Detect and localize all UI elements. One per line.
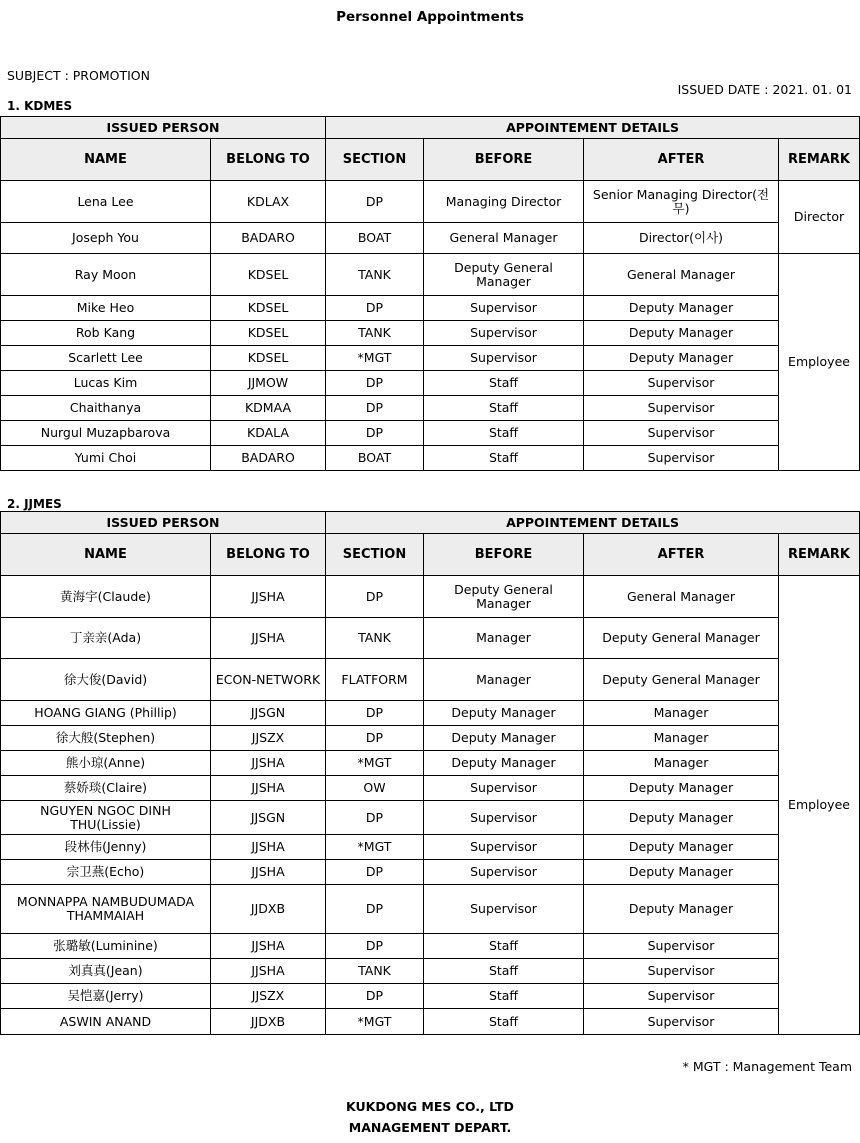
table-row — [1, 321, 860, 346]
cell-name: Nurgul Muzapbarova — [1, 421, 211, 446]
cell-name: 宗卫燕(Echo) — [1, 860, 211, 885]
cell-section: DP — [326, 701, 424, 726]
cell-before: Staff — [424, 984, 584, 1009]
table-row — [1, 835, 860, 860]
cell-remark: Employee — [779, 254, 860, 471]
cell-name: Yumi Choi — [1, 446, 211, 471]
footnote: * MGT : Management Team — [682, 1059, 852, 1074]
cell-after: Supervisor — [584, 421, 779, 446]
table-row — [1, 576, 860, 618]
cell-section: BOAT — [326, 446, 424, 471]
cell-belong-to: JJDXB — [211, 885, 326, 934]
cell-name: NGUYEN NGOC DINH THU(Lissie) — [1, 801, 211, 835]
cell-section: DP — [326, 885, 424, 934]
cell-belong-to: KDALA — [211, 421, 326, 446]
cell-belong-to: KDSEL — [211, 254, 326, 296]
cell-belong-to: KDSEL — [211, 296, 326, 321]
cell-before: Deputy Manager — [424, 726, 584, 751]
subject-line: SUBJECT : PROMOTION — [7, 68, 150, 83]
cell-section: DP — [326, 726, 424, 751]
cell-after: Deputy Manager — [584, 296, 779, 321]
column-header-after: AFTER — [584, 139, 779, 181]
cell-before: General Manager — [424, 223, 584, 254]
cell-name: Lucas Kim — [1, 371, 211, 396]
column-header-remark: REMARK — [779, 534, 860, 576]
cell-belong-to: JJSHA — [211, 776, 326, 801]
cell-before: Supervisor — [424, 860, 584, 885]
cell-belong-to: KDSEL — [211, 346, 326, 371]
cell-section: BOAT — [326, 223, 424, 254]
cell-name: 徐大俊(David) — [1, 659, 211, 701]
table-row — [1, 618, 860, 659]
cell-before: Staff — [424, 934, 584, 959]
cell-name: Mike Heo — [1, 296, 211, 321]
cell-after: Supervisor — [584, 446, 779, 471]
cell-belong-to: BADARO — [211, 446, 326, 471]
cell-section: *MGT — [326, 751, 424, 776]
cell-name: 张璐敏(Luminine) — [1, 934, 211, 959]
cell-remark: Employee — [779, 576, 860, 1035]
cell-after: Manager — [584, 751, 779, 776]
cell-name: Scarlett Lee — [1, 346, 211, 371]
cell-belong-to: JJSHA — [211, 618, 326, 659]
section-label-kdmes: 1. KDMES — [7, 99, 73, 113]
column-header-belong-to: BELONG TO — [211, 534, 326, 576]
cell-section: FLATFORM — [326, 659, 424, 701]
cell-before: Staff — [424, 446, 584, 471]
column-header-section: SECTION — [326, 139, 424, 181]
table-row — [1, 934, 860, 959]
group-header-appointment-details: APPOINTEMENT DETAILS — [326, 117, 860, 139]
company-name: KUKDONG MES CO., LTD — [346, 1099, 514, 1114]
cell-after: Supervisor — [584, 959, 779, 984]
cell-section: DP — [326, 371, 424, 396]
cell-after: Deputy Manager — [584, 801, 779, 835]
cell-belong-to: JJSGN — [211, 701, 326, 726]
column-header-before: BEFORE — [424, 534, 584, 576]
cell-name: Ray Moon — [1, 254, 211, 296]
cell-before: Supervisor — [424, 776, 584, 801]
cell-after: Supervisor — [584, 371, 779, 396]
table-row — [1, 726, 860, 751]
table-row — [1, 396, 860, 421]
group-header-appointment-details: APPOINTEMENT DETAILS — [326, 512, 860, 534]
cell-name: ASWIN ANAND — [1, 1009, 211, 1035]
cell-name: MONNAPPA NAMBUDUMADA THAMMAIAH — [1, 885, 211, 934]
cell-section: DP — [326, 860, 424, 885]
table-row — [1, 776, 860, 801]
cell-section: DP — [326, 181, 424, 223]
cell-name: 黄海宇(Claude) — [1, 576, 211, 618]
cell-section: DP — [326, 934, 424, 959]
table-row — [1, 1009, 860, 1035]
cell-name: Lena Lee — [1, 181, 211, 223]
table-row — [1, 421, 860, 446]
cell-section: *MGT — [326, 1009, 424, 1035]
column-header-belong-to: BELONG TO — [211, 139, 326, 181]
cell-section: *MGT — [326, 346, 424, 371]
cell-before: Deputy General Manager — [424, 254, 584, 296]
cell-before: Deputy Manager — [424, 701, 584, 726]
column-header-before: BEFORE — [424, 139, 584, 181]
cell-after: Deputy General Manager — [584, 659, 779, 701]
page-title: Personnel Appointments — [336, 9, 524, 25]
cell-section: TANK — [326, 618, 424, 659]
cell-before: Supervisor — [424, 346, 584, 371]
table-row — [1, 346, 860, 371]
cell-name: 熊小琼(Anne) — [1, 751, 211, 776]
cell-name: 段林伟(Jenny) — [1, 835, 211, 860]
table-row — [1, 885, 860, 934]
cell-belong-to: KDLAX — [211, 181, 326, 223]
cell-belong-to: JJSGN — [211, 801, 326, 835]
cell-section: DP — [326, 421, 424, 446]
cell-belong-to: JJSHA — [211, 576, 326, 618]
cell-after: Manager — [584, 726, 779, 751]
cell-before: Supervisor — [424, 321, 584, 346]
table-row — [1, 751, 860, 776]
cell-before: Supervisor — [424, 296, 584, 321]
cell-name: Joseph You — [1, 223, 211, 254]
cell-after: Deputy Manager — [584, 321, 779, 346]
cell-after: Deputy Manager — [584, 860, 779, 885]
cell-name: 吴恺嘉(Jerry) — [1, 984, 211, 1009]
cell-section: DP — [326, 576, 424, 618]
cell-name: 刘真真(Jean) — [1, 959, 211, 984]
group-header-issued-person: ISSUED PERSON — [1, 512, 326, 534]
column-header-name: NAME — [1, 139, 211, 181]
cell-after: General Manager — [584, 254, 779, 296]
cell-belong-to: JJSHA — [211, 751, 326, 776]
table-row — [1, 984, 860, 1009]
cell-before: Deputy Manager — [424, 751, 584, 776]
cell-belong-to: JJMOW — [211, 371, 326, 396]
table-row — [1, 959, 860, 984]
cell-belong-to: KDMAA — [211, 396, 326, 421]
table-row — [1, 223, 860, 254]
cell-belong-to: BADARO — [211, 223, 326, 254]
table-row — [1, 860, 860, 885]
cell-before: Staff — [424, 1009, 584, 1035]
table-row — [1, 371, 860, 396]
cell-after: Director(이사) — [584, 223, 779, 254]
cell-after: Deputy Manager — [584, 885, 779, 934]
cell-after: Senior Managing Director(전무) — [584, 181, 779, 223]
column-header-name: NAME — [1, 534, 211, 576]
cell-belong-to: JJSZX — [211, 984, 326, 1009]
cell-name: 蔡娇琰(Claire) — [1, 776, 211, 801]
cell-name: Chaithanya — [1, 396, 211, 421]
cell-section: TANK — [326, 321, 424, 346]
cell-before: Supervisor — [424, 801, 584, 835]
cell-belong-to: JJSHA — [211, 934, 326, 959]
cell-after: Supervisor — [584, 396, 779, 421]
cell-after: Supervisor — [584, 984, 779, 1009]
cell-after: Deputy Manager — [584, 835, 779, 860]
cell-name: 徐大般(Stephen) — [1, 726, 211, 751]
cell-after: Deputy Manager — [584, 346, 779, 371]
column-header-after: AFTER — [584, 534, 779, 576]
cell-name: HOANG GIANG (Phillip) — [1, 701, 211, 726]
table-row — [1, 181, 860, 223]
cell-belong-to: JJSHA — [211, 835, 326, 860]
cell-before: Staff — [424, 371, 584, 396]
cell-section: DP — [326, 296, 424, 321]
cell-before: Manager — [424, 618, 584, 659]
group-header-issued-person: ISSUED PERSON — [1, 117, 326, 139]
column-header-remark: REMARK — [779, 139, 860, 181]
table-row — [1, 701, 860, 726]
cell-name: Rob Kang — [1, 321, 211, 346]
table-row — [1, 254, 860, 296]
issued-date: ISSUED DATE : 2021. 01. 01 — [677, 82, 852, 97]
cell-before: Staff — [424, 396, 584, 421]
cell-section: TANK — [326, 254, 424, 296]
kdmes-appointment-table — [0, 116, 860, 471]
cell-before: Managing Director — [424, 181, 584, 223]
cell-belong-to: JJSHA — [211, 959, 326, 984]
cell-section: *MGT — [326, 835, 424, 860]
cell-section: DP — [326, 801, 424, 835]
table-row — [1, 801, 860, 835]
cell-after: Supervisor — [584, 934, 779, 959]
cell-section: OW — [326, 776, 424, 801]
cell-belong-to: ECON-NETWORK — [211, 659, 326, 701]
cell-before: Supervisor — [424, 835, 584, 860]
cell-belong-to: JJDXB — [211, 1009, 326, 1035]
cell-before: Staff — [424, 421, 584, 446]
cell-after: Supervisor — [584, 1009, 779, 1035]
cell-section: DP — [326, 984, 424, 1009]
table-row — [1, 446, 860, 471]
cell-remark: Director — [779, 181, 860, 254]
jjmes-appointment-table — [0, 511, 860, 1035]
section-label-jjmes: 2. JJMES — [7, 497, 62, 511]
department-name: MANAGEMENT DEPART. — [348, 1120, 512, 1135]
cell-before: Supervisor — [424, 885, 584, 934]
cell-belong-to: JJSZX — [211, 726, 326, 751]
cell-before: Staff — [424, 959, 584, 984]
column-header-section: SECTION — [326, 534, 424, 576]
cell-after: General Manager — [584, 576, 779, 618]
table-row — [1, 659, 860, 701]
cell-after: Manager — [584, 701, 779, 726]
cell-belong-to: KDSEL — [211, 321, 326, 346]
cell-before: Deputy General Manager — [424, 576, 584, 618]
cell-section: DP — [326, 396, 424, 421]
cell-belong-to: JJSHA — [211, 860, 326, 885]
cell-section: TANK — [326, 959, 424, 984]
cell-after: Deputy General Manager — [584, 618, 779, 659]
table-row — [1, 296, 860, 321]
cell-before: Manager — [424, 659, 584, 701]
cell-name: 丁亲亲(Ada) — [1, 618, 211, 659]
cell-after: Deputy Manager — [584, 776, 779, 801]
